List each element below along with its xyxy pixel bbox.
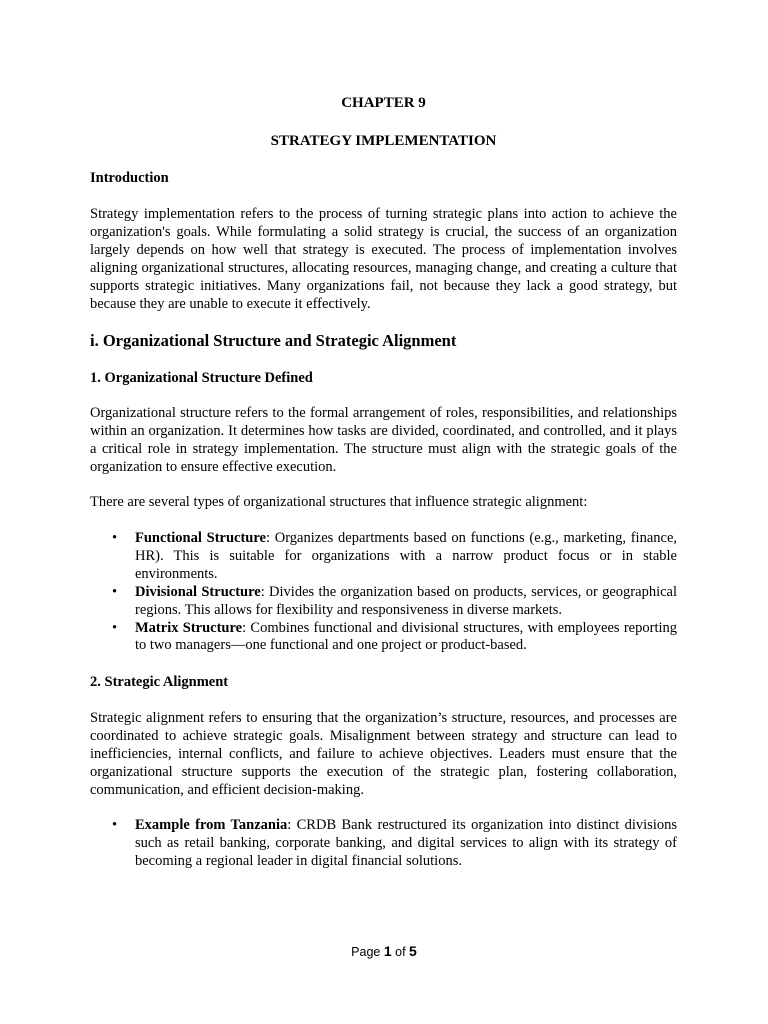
section-i-heading: i. Organizational Structure and Strategic Alignment bbox=[90, 331, 457, 350]
list-item-term: Functional Structure bbox=[135, 530, 266, 546]
list-item-text: : Combines functional and divisional structures, with employees reporting to two managers—one functional and one project or product-based. bbox=[135, 619, 677, 654]
page-prefix: Page bbox=[351, 945, 384, 959]
introduction-heading: Introduction bbox=[90, 170, 169, 186]
subsection-1-heading: 1. Organizational Structure Defined bbox=[90, 370, 313, 386]
structure-defined-paragraph: Organizational structure refers to the formal arrangement of roles, responsibilities, and relationships within an organization. It determines how tasks are divided, coordinated, and controlled, and it plays a critical role in strategy implementation. The structure must align with the strategic goals of the organization to ensure effective execution. bbox=[90, 405, 677, 475]
list-item bbox=[90, 530, 677, 584]
list-item-term: Divisional Structure bbox=[135, 583, 261, 600]
introduction-paragraph: Strategy implementation refers to the process of turning strategic plans into action to achieve the organization's goals. While formulating a solid strategy is crucial, the success of an organization largely depends on how well that strategy is executed. The process of implementation involves aligning organizational structures, allocating resources, managing change, and creating a culture that supports strategic initiatives. Many organizations fail, not because they lack a good strategy, but because they are unable to execute it effectively. bbox=[90, 206, 677, 312]
page-separator: of bbox=[391, 945, 410, 959]
subsection-2-heading: 2. Strategic Alignment bbox=[90, 674, 229, 690]
total-pages-number: 5 bbox=[409, 943, 417, 959]
example-list bbox=[90, 817, 677, 871]
document-page bbox=[90, 0, 677, 1024]
structure-types-intro: There are several types of organizational structures that influence strategic alignment: bbox=[90, 494, 588, 510]
chapter-title: STRATEGY IMPLEMENTATION bbox=[270, 133, 497, 149]
current-page-number: 1 bbox=[383, 943, 392, 959]
list-item-text: : Divides the organization based on products, services, or geographical regions. This allows for flexibility and responsiveness in diverse markets. bbox=[135, 583, 678, 618]
list-item bbox=[90, 584, 677, 620]
list-item-term: Example from Tanzania bbox=[135, 817, 288, 833]
page-footer bbox=[0, 942, 768, 961]
bullet-icon: • bbox=[112, 530, 118, 546]
bullet-icon: • bbox=[112, 619, 118, 636]
list-item-text: : CRDB Bank restructured its organization into distinct divisions such as retail banking, corporate banking, and digital services to align with its strategy of becoming a regional leader in digital financial solutions. bbox=[135, 817, 677, 869]
list-item bbox=[90, 620, 677, 656]
structure-types-list bbox=[90, 530, 677, 655]
bullet-icon: • bbox=[112, 583, 118, 600]
list-item bbox=[90, 817, 677, 871]
strategic-alignment-paragraph: Strategic alignment refers to ensuring that the organization’s structure, resources, and processes are coordinated to achieve strategic goals. Misalignment between strategy and structure can lead to inefficiencies, internal conflicts, and failure to achieve objectives. Leaders must ensure that the organizational structure supports the execution of the strategic plan, fostering collaboration, communication, and efficient decision-making. bbox=[90, 710, 677, 798]
list-item-term: Matrix Structure bbox=[135, 619, 243, 636]
list-item-text: : Organizes departments based on functions (e.g., marketing, finance, HR). This is suitable for organizations with a narrow product focus or in stable environments. bbox=[135, 530, 678, 582]
chapter-label: CHAPTER 9 bbox=[341, 95, 426, 111]
bullet-icon: • bbox=[112, 817, 118, 833]
